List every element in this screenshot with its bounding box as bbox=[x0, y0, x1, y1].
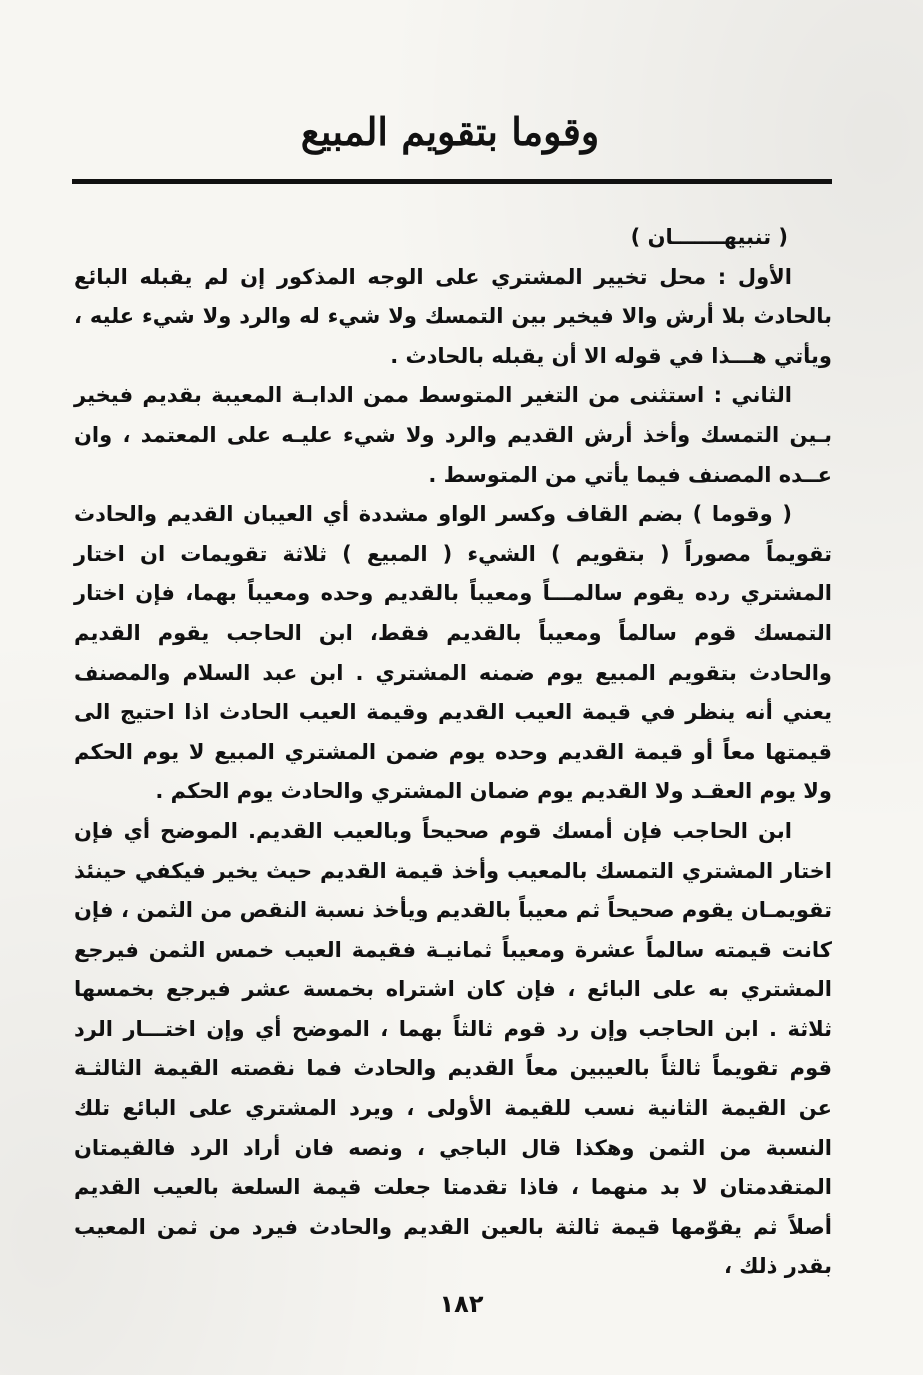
body-text bbox=[74, 218, 832, 1287]
section-heading: ( تنبيهـــــــان ) bbox=[630, 225, 788, 249]
paragraph-commentary: ( وقوما ) بضم القاف وكسر الواو مشددة أي العيبان القديم والحادث تقويماً مصوراً ( بتقويم ) الشيء ( المبيع ) ثلاثة تقويمات ان اختار المشتري رده يقوم سالمـــاً ومعيباً بالقديم وحده ومعيباً بهما، فإن اختار التمسك قوم سالماً ومعيباً بالقديم فقط، ابن الحاجب يقوم القديم والحادث بتقويم المبيع يوم ضمنه المشتري . ابن عبد السلام والمصنف يعني أنه ينظر في قيمة العيب القديم وقيمة العيب الحادث اذا احتيج الى قيمتها معاً أو قيمة القديم وحده يوم ضمن المشتري المبيع لا يوم الحكم ولا يوم العقـد ولا القديم يوم ضمان المشتري والحادث يوم الحكم . bbox=[74, 502, 832, 804]
running-title: وقوما بتقويم المبيع bbox=[300, 109, 600, 154]
paragraph-first-note: الأول : محل تخيير المشتري على الوجه المذكور إن لم يقبله البائع بالحادث بلا أرش والا فيخير بين التمسك ولا شيء له والرد ولا شيء عليه ، ويأتي هـــذا في قوله الا أن يقبله بالحادث . bbox=[74, 264, 832, 368]
paragraph-ibn-hajib: ابن الحاجب فإن أمسك قوم صحيحاً وبالعيب القديم. الموضح أي فإن اختار المشتري التمسك بالمعيب وأخذ قيمة القديم حيث يخير فيكفي حينئذ تقويمـان يقوم صحيحاً ثم معيباً بالقديم ويأخذ نسبة النقص من الثمن ، فإن كانت قيمته سالماً عشرة ومعيباً ثمانيـة فقيمة العيب خمس الثمن فيرجع المشتري به على البائع ، فإن كان اشتراه بخمسة عشر فيرجع بخمسها ثلاثة . ابن الحاجب وإن رد قوم ثالثاً بهما ، الموضح أي وإن اختـــار الرد قوم تقويماً ثالثاً بالعيبين معاً القديم والحادث فما نقصته القيمة الثالثـة عن القيمة الثانية نسب للقيمة الأولى ، ويرد المشتري على البائع تلك النسبة من الثمن وهكذا قال الباجي ، ونصه فان أراد الرد فالقيمتان المتقدمتان لا بد منهما ، فاذا تقدمتا جعلت قيمة السلعة بالعيب القديم أصلاً ثم يقوّمها قيمة ثالثة بالعين القديم والحادث فيرد من ثمن المعيب بقدر ذلك ، bbox=[74, 818, 832, 1279]
page-number: ١٨٢ bbox=[439, 1290, 484, 1318]
header-rule bbox=[72, 179, 832, 184]
page-header bbox=[70, 92, 830, 172]
paragraph-second-note: الثاني : استثنى من التغير المتوسط ممن الدابـة المعيبة بقديم فيخير بـين التمسك وأخذ أرش القديم والرد ولا شيء عليـه على المعتمد ، وان عــده المصنف فيما يأتي من المتوسط . bbox=[74, 383, 832, 487]
